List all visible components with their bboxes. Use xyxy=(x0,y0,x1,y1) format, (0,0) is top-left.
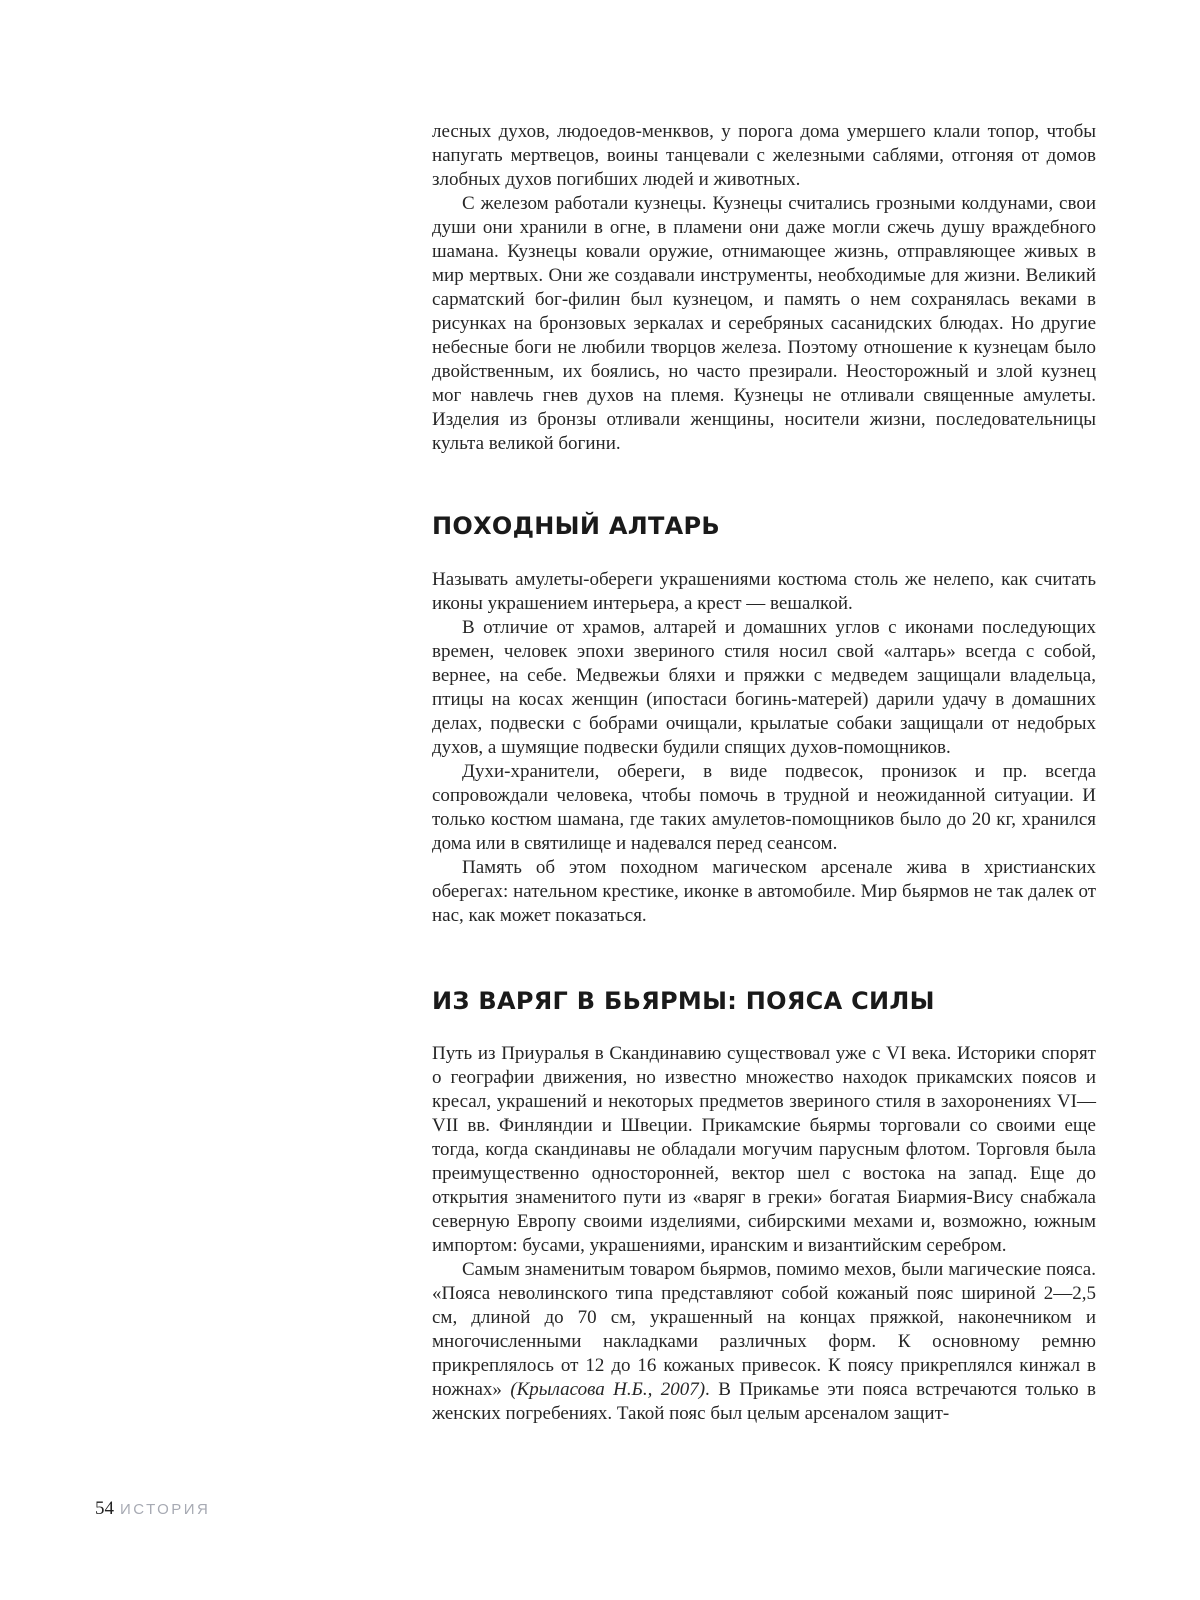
paragraph: Память об этом походном магическом арсенале жива в христианских оберегах: нательном крестике, иконке в автомобиле. Мир бьярмов не так далек от нас, как может показаться. xyxy=(432,857,1096,926)
section-heading: ИЗ ВАРЯГ В БЬЯРМЫ: ПОЯСА СИЛЫ xyxy=(432,987,935,1015)
text-block-belts xyxy=(432,1042,1096,1426)
text-block-blacksmiths xyxy=(432,120,1096,456)
paragraph: С железом работали кузнецы. Кузнецы считались грозными колдунами, свои души они хранили в огне, в пламени они даже могли сжечь душу враждебного шамана. Кузнецы ковали оружие, отнимающее жизнь, отправляющее живых в мир мертвых. Они же создавали инструменты, необходимые для жизни. Великий сарматский бог-филин был кузнецом, и память о нем сохранялась веками в рисунках на бронзовых зеркалах и серебряных сасанидских блюдах. Но другие небесные боги не любили творцов железа. Поэтому отношение к кузнецам было двойственным, их боялись, но часто презирали. Неосторожный и злой кузнец мог навлечь гнев духов на племя. Кузнецы не отливали священные амулеты. Изделия из бронзы отливали женщины, носители жизни, последовательницы культа великой богини. xyxy=(432,193,1096,454)
paragraph xyxy=(432,1258,1096,1426)
citation: (Крыласова Н.Б., 2007) xyxy=(510,1379,706,1400)
paragraph: В отличие от храмов, алтарей и домашних углов с иконами последующих времен, человек эпохи звериного стиля носил свой «алтарь» всегда с собой, вернее, на себе. Медвежьи бляхи и пряжки с медведем защищали владельца, птицы на косах женщин (ипостаси богинь-матерей) дарили удачу в домашних делах, подвески с бобрами очищали, крылатые собаки защищали от недобрых духов, а шумящие подвески будили спящих духов-помощников. xyxy=(432,617,1096,758)
paragraph: Путь из Приуралья в Скандинавию существовал уже с VI века. Историки спорят о географии движения, но известно множество находок прикамских поясов и кресал, украшений и некоторых предметов звериного стиля в захоронениях VI—VII вв. Финляндии и Швеции. Прикамские бьярмы торговали со своими еще тогда, когда скандинавы не обладали могучим парусным флотом. Торговля была преимущественно односторонней, вектор шел с востока на запад. Еще до открытия знаменитого пути из «варяг в греки» богатая Биармия-Вису снабжала северную Европу своими изделиями, сибирскими мехами и, возможно, южным импортом: бусами, украшениями, иранским и византийским серебром. xyxy=(432,1043,1096,1256)
page-number: 54 xyxy=(95,1498,114,1519)
paragraph: лесных духов, людоедов-менквов, у порога дома умершего клали топор, чтобы напугать мертвецов, воины танцевали с железными саблями, отгоняя от домов злобных духов погибших людей и животных. xyxy=(432,121,1096,190)
page-footer xyxy=(95,1498,210,1520)
section-heading: ПОХОДНЫЙ АЛТАРЬ xyxy=(432,512,720,540)
running-section-title: ИСТОРИЯ xyxy=(120,1501,211,1518)
paragraph: Духи-хранители, обереги, в виде подвесок, пронизок и пр. всегда сопровождали человека, чтобы помочь в трудной и неожиданной ситуации. И только костюм шамана, где таких амулетов-помощников было до 20 кг, хранился дома или в святилище и надевался перед сеансом. xyxy=(432,761,1096,854)
paragraph: Называть амулеты-обереги украшениями костюма столь же нелепо, как считать иконы украшением интерьера, а крест — вешалкой. xyxy=(432,569,1096,614)
text-block-altar xyxy=(432,568,1096,928)
paragraph-text: . В Прикамье эти пояса встречаются только в женских погребениях. Такой пояс был целым арсеналом защит- xyxy=(432,1379,1096,1424)
paragraph-text: Самым знаменитым товаром бьярмов, помимо мехов, были магические пояса. «Пояса неволинского типа представляют собой кожаный пояс шириной 2—2,5 см, длиной до 70 см, украшенный на концах пряжкой, наконечником и многочисленными накладками различных форм. К основному ремню прикреплялось от 12 до 16 кожаных привесок. К поясу прикреплялся кинжал в ножнах» xyxy=(432,1259,1096,1400)
